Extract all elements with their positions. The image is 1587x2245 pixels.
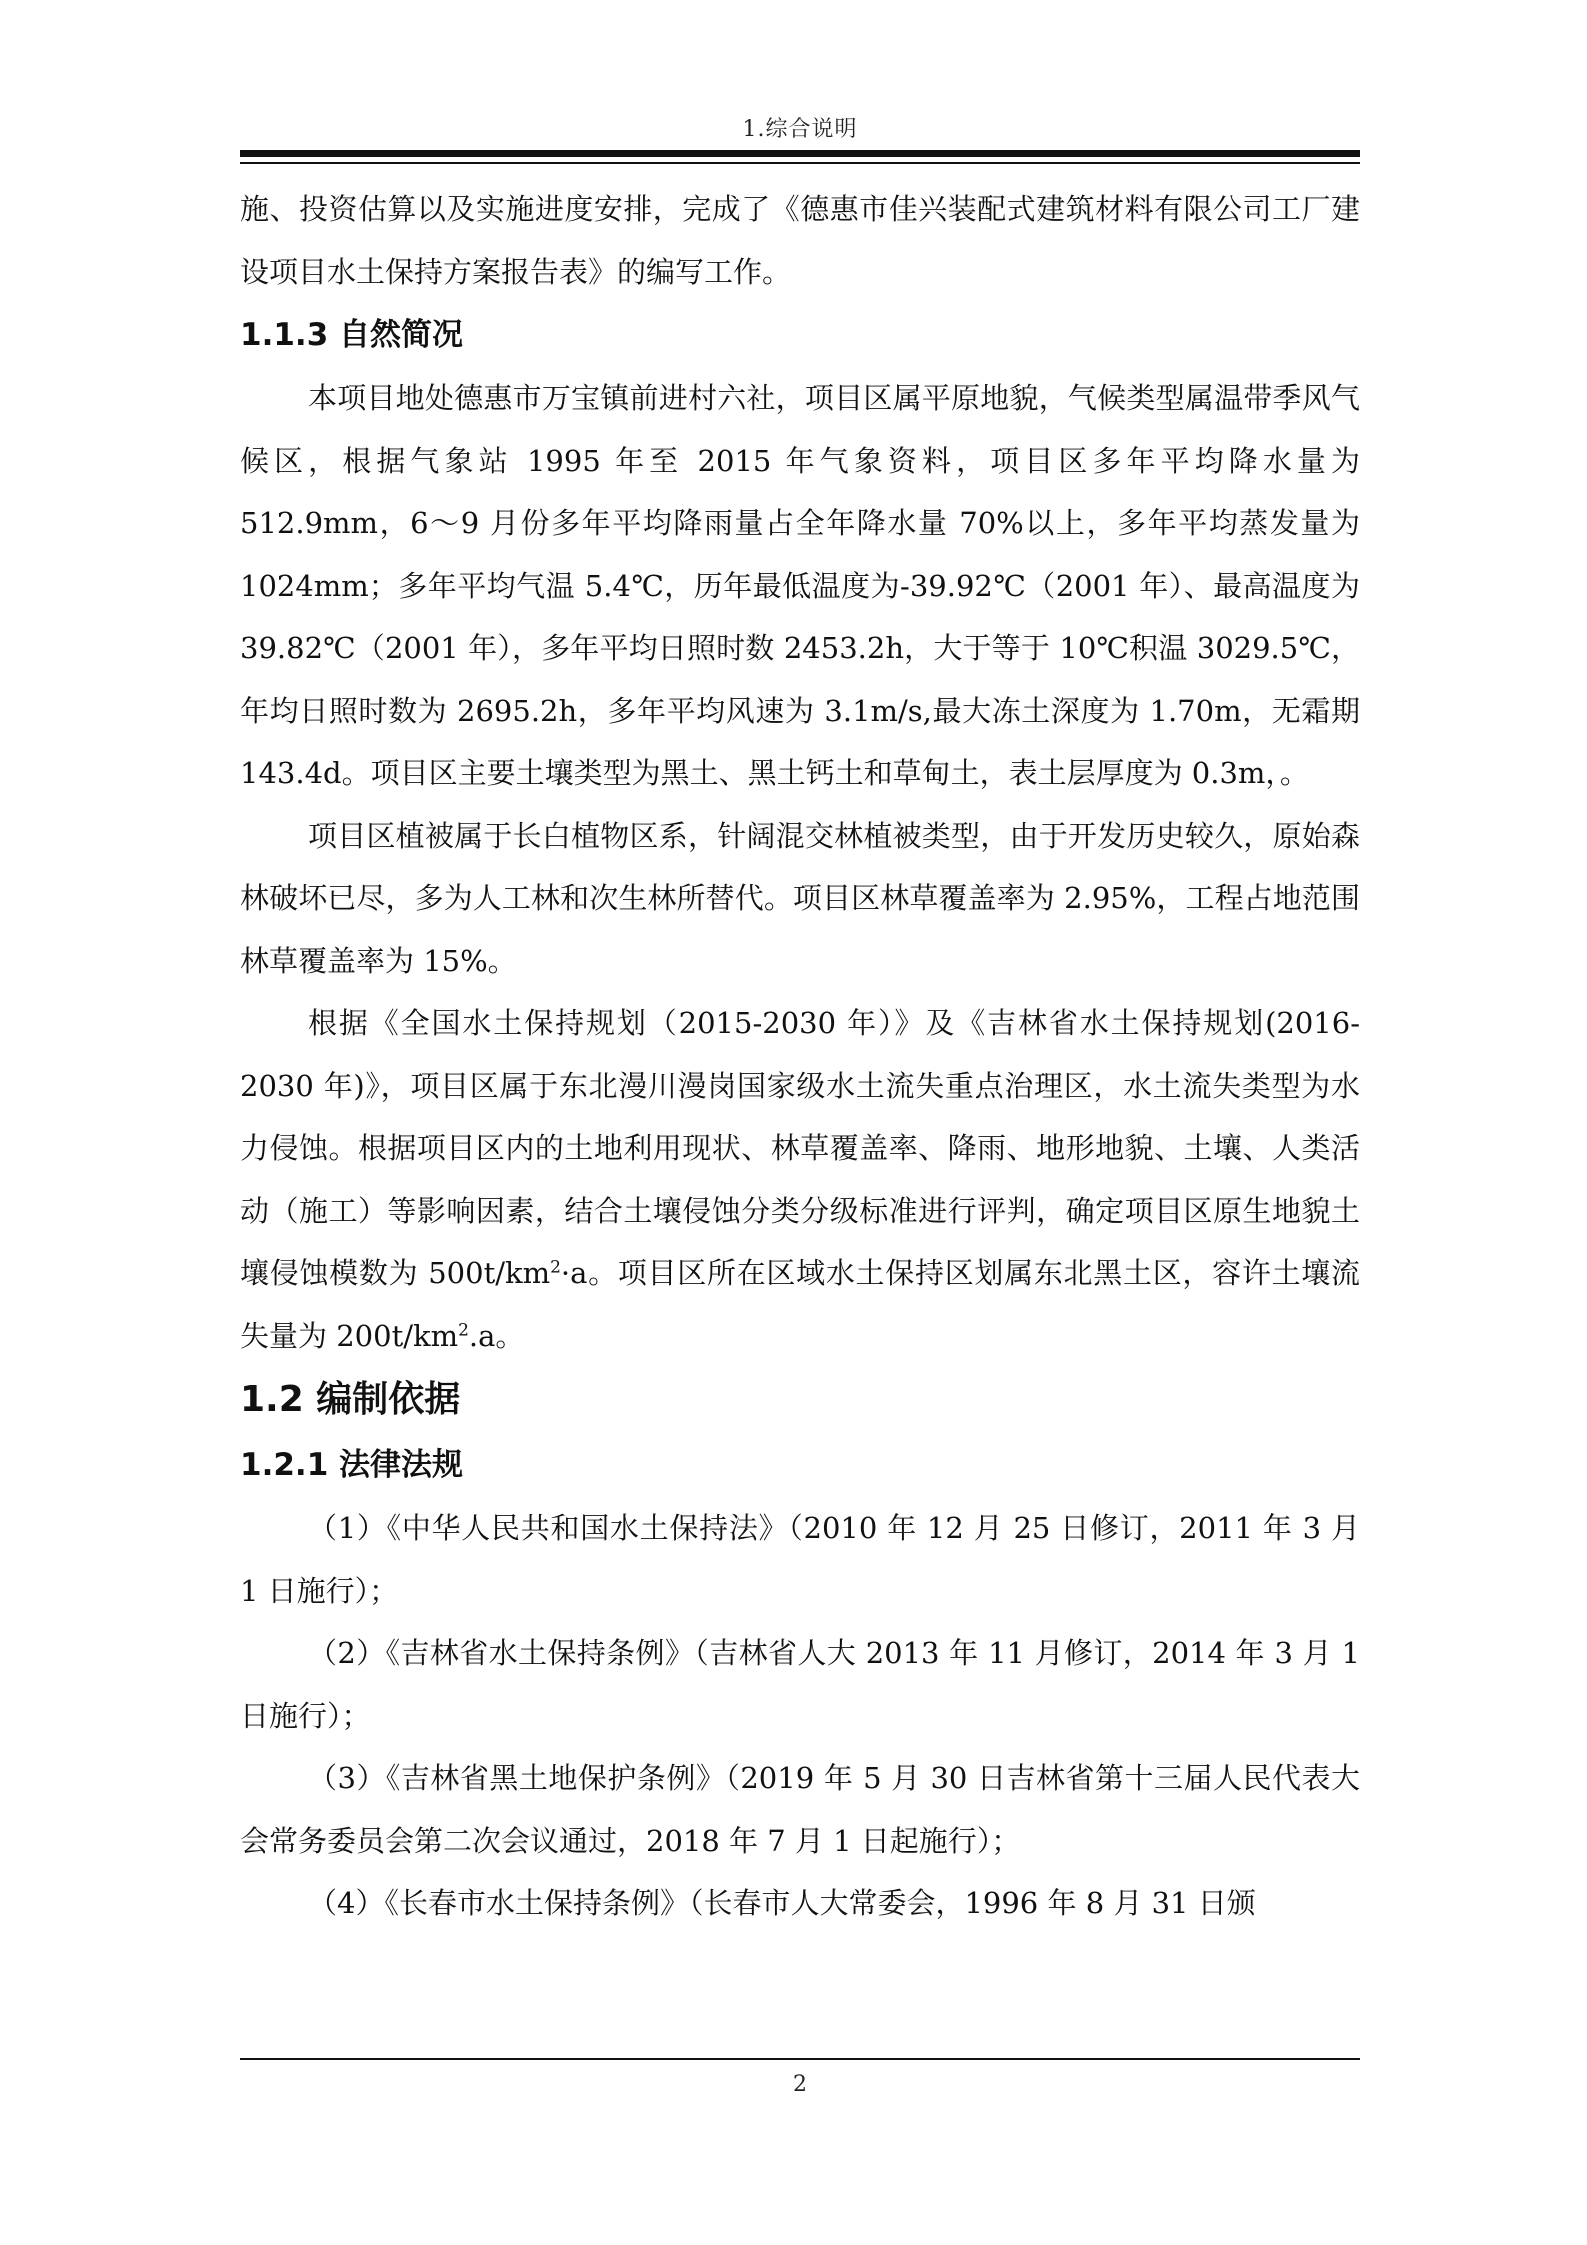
paragraph-erosion bbox=[240, 992, 1360, 1367]
paragraph-vegetation: 项目区植被属于长白植物区系，针阔混交林植被类型，由于开发历史较久，原始森林破坏已尽，多为人工林和次生林所替代。项目区林草覆盖率为 2.95%，工程占地范围林草覆盖率为 15%。 bbox=[240, 818, 1360, 978]
erosion-text-a: 根据《全国水土保持规划（2015-2030 年）》及《吉林省水土保持规划(2016-2030 年)》，项目区属于东北漫川漫岗国家级水土流失重点治理区，水土流失类型为水力侵蚀。根据项目区内的土地利用现状、林草覆盖率、降雨、地形地貌、土壤、人类活动（施工）等影响因素，结合土壤侵蚀分类分级标准进行评判，确定项目区原生地貌土壤侵蚀模数为 500t/km bbox=[240, 1006, 1360, 1290]
header-rule-thick bbox=[240, 150, 1360, 157]
page-number: 2 bbox=[793, 2072, 807, 2097]
paragraph-continuation: 施、投资估算以及实施进度安排，完成了《德惠市佳兴装配式建筑材料有限公司工厂建设项目水土保持方案报告表》的编写工作。 bbox=[240, 192, 1360, 289]
law-item-2: （2）《吉林省水土保持条例》（吉林省人大 2013 年 11 月修订，2014 年 3 月 1 日施行）； bbox=[240, 1636, 1360, 1733]
law-item-4: （4）《长春市水土保持条例》（长春市人大常委会，1996 年 8 月 31 日颁 bbox=[308, 1886, 1256, 1920]
section-heading-1-1-3: 1.1.3 自然简况 bbox=[240, 317, 464, 353]
header-rule-thin bbox=[240, 162, 1360, 164]
footer-rule bbox=[240, 2058, 1360, 2060]
law-item-1: （1）《中华人民共和国水土保持法》（2010 年 12 月 25 日修订，2011 年 3 月 1 日施行）； bbox=[240, 1511, 1360, 1608]
section-heading-1-2: 1.2 编制依据 bbox=[240, 1379, 461, 1420]
running-header: 1.综合说明 bbox=[742, 117, 858, 142]
superscript-1: 2 bbox=[550, 1257, 561, 1278]
erosion-text-c: .a。 bbox=[468, 1318, 525, 1353]
superscript-2: 2 bbox=[458, 1319, 469, 1340]
section-heading-1-2-1: 1.2.1 法律法规 bbox=[240, 1447, 464, 1483]
page-body bbox=[240, 178, 1360, 1935]
law-item-3: （3）《吉林省黑土地保护条例》（2019 年 5 月 30 日吉林省第十三届人民代表大会常务委员会第二次会议通过，2018 年 7 月 1 日起施行）； bbox=[240, 1761, 1360, 1858]
erosion-text-b: ·a。项目区所在区域水土保持区划属东北黑土区，容许土壤流失量为 200t/km bbox=[240, 1256, 1360, 1353]
paragraph-climate: 本项目地处德惠市万宝镇前进村六社，项目区属平原地貌，气候类型属温带季风气候区，根据气象站 1995 年至 2015 年气象资料，项目区多年平均降水量为 512.9mm，6～9 月份多年平均降雨量占全年降水量 70%以上，多年平均蒸发量为 1024mm；多年平均气温 5.4℃，历年最低温度为-39.92℃（2001 年）、最高温度为 39.82℃（2001 年），多年平均日照时数 2453.2h，大于等于 10℃积温 3029.5℃，年均日照时数为 2695.2h，多年平均风速为 3.1m/s,最大冻土深度为 1.70m，无霜期 143.4d。项目区主要土壤类型为黑土、黑土钙土和草甸土，表土层厚度为 0.3m，。 bbox=[240, 381, 1360, 790]
